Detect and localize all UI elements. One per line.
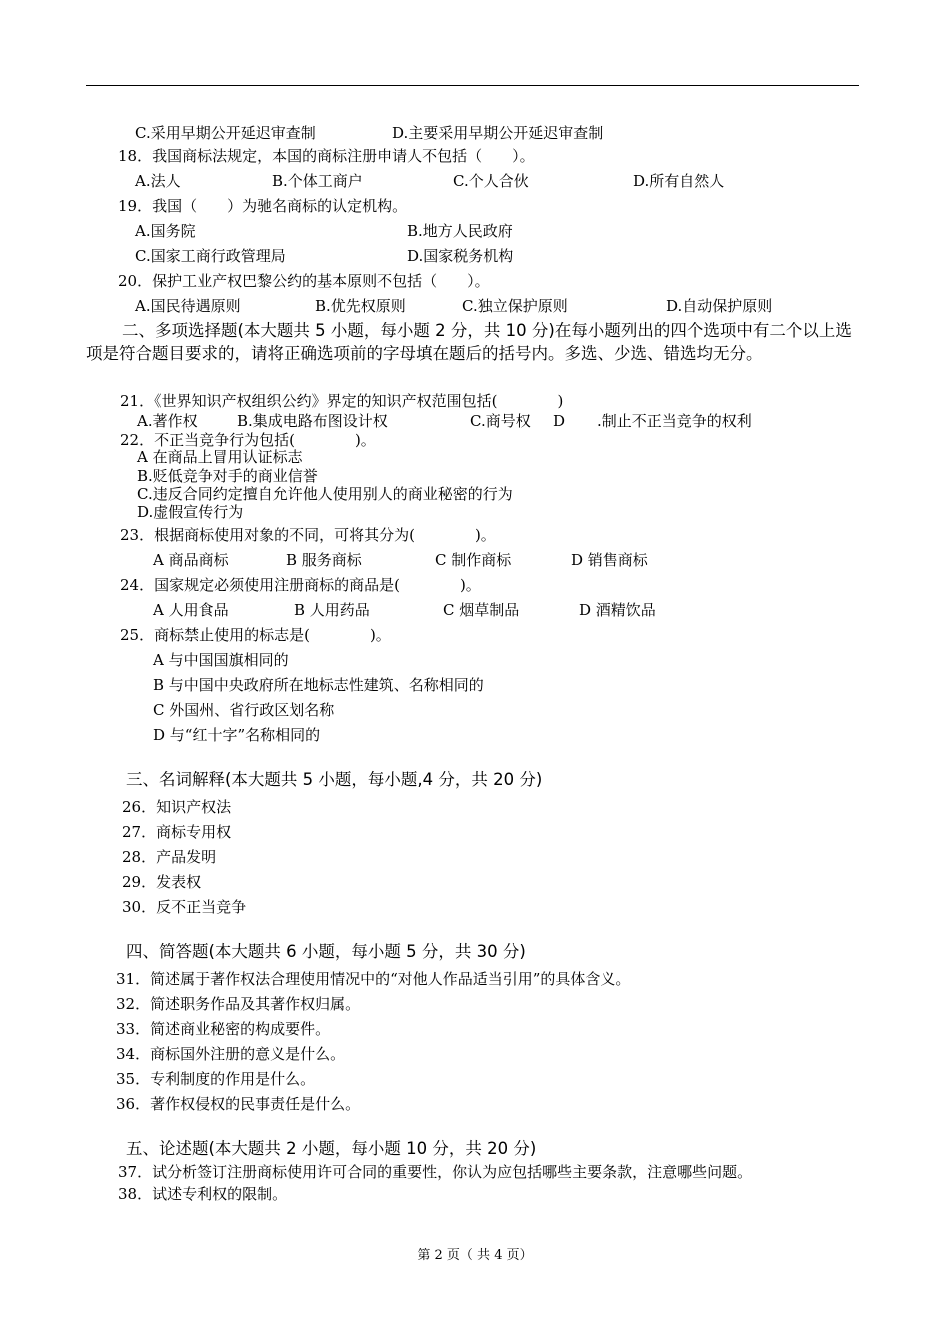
q20-stem: 20．保护工业产权巴黎公约的基本原则不包括（ ）。 (118, 272, 490, 290)
q22-option-c: C.违反合同约定擅自允许他人使用别人的商业秘密的行为 (137, 485, 513, 503)
q24-stem: 24．国家规定必须使用注册商标的商品是( )。 (120, 576, 481, 594)
q25-option-b: B 与中国中央政府所在地标志性建筑、名称相同的 (153, 676, 484, 694)
q21-stem: 21．《世界知识产权组织公约》界定的知识产权范围包括( ) (120, 392, 564, 410)
q17-option-c: C.采用早期公开延迟审查制 (135, 124, 316, 142)
q21-option-d-letter: D (553, 412, 566, 430)
q18-stem: 18．我国商标法规定，本国的商标注册申请人不包括（ ）。 (118, 147, 535, 165)
q23-option-c: C 制作商标 (435, 551, 512, 569)
short-answer-item: 34．商标国外注册的意义是什么。 (116, 1045, 346, 1063)
term-item: 29．发表权 (122, 873, 202, 891)
q18-option-d: D.所有自然人 (633, 172, 725, 190)
q19-option-b: B.地方人民政府 (407, 222, 513, 240)
q21-option-c: C.商号权 (470, 412, 531, 430)
q24-option-c: C 烟草制品 (443, 601, 520, 619)
q20-option-a: A.国民待遇原则 (135, 297, 241, 315)
q23-option-d: D 销售商标 (571, 551, 648, 569)
q25-option-a: A 与中国国旗相同的 (153, 651, 289, 669)
short-answer-item: 36．著作权侵权的民事责任是什么。 (116, 1095, 361, 1113)
section-2-heading: 二、多项选择题(本大题共 5 小题，每小题 2 分，共 10 分)在每小题列出的四个选项中有二个以上选项是符合题目要求的，请将正确选项前的字母填在题后的括号内。多选、少选、错选均无分。 (86, 321, 852, 363)
q22-option-b: B.贬低竞争对手的商业信誉 (137, 467, 318, 485)
section-4-heading: 四、简答题(本大题共 6 小题，每小题 5 分，共 30 分) (126, 942, 526, 961)
q24-option-b: B 人用药品 (294, 601, 370, 619)
term-item: 28．产品发明 (122, 848, 217, 866)
term-item: 30．反不正当竞争 (122, 898, 247, 916)
header-rule (86, 85, 859, 86)
q21-option-b: B.集成电路布图设计权 (237, 412, 388, 430)
q19-option-a: A.国务院 (135, 222, 196, 240)
q22-option-a: A 在商品上冒用认证标志 (137, 448, 303, 466)
q19-stem: 19．我国（ ）为驰名商标的认定机构。 (118, 197, 408, 215)
q20-option-b: B.优先权原则 (315, 297, 406, 315)
q19-option-c: C.国家工商行政管理局 (135, 247, 286, 265)
q21-option-a: A.著作权 (137, 412, 198, 430)
term-item: 27．商标专用权 (122, 823, 232, 841)
q18-option-c: C.个人合伙 (453, 172, 529, 190)
q18-option-a: A.法人 (135, 172, 181, 190)
section-5-heading: 五、论述题(本大题共 2 小题，每小题 10 分，共 20 分) (126, 1139, 537, 1158)
q25-option-c: C 外国州、省行政区划名称 (153, 701, 335, 719)
q21-option-d-text: .制止不正当竞争的权利 (597, 412, 752, 430)
q20-option-d: D.自动保护原则 (666, 297, 773, 315)
essay-item: 38．试述专利权的限制。 (118, 1185, 288, 1203)
short-answer-item: 35．专利制度的作用是什么。 (116, 1070, 316, 1088)
q22-stem: 22．不正当竞争行为包括( )。 (120, 431, 376, 449)
short-answer-item: 32．简述职务作品及其著作权归属。 (116, 995, 361, 1013)
q17-option-d: D.主要采用早期公开延迟审查制 (392, 124, 604, 142)
q24-option-d: D 酒精饮品 (579, 601, 656, 619)
q25-option-d: D 与“红十字”名称相同的 (153, 726, 321, 744)
q24-option-a: A 人用食品 (153, 601, 229, 619)
q23-option-b: B 服务商标 (286, 551, 362, 569)
short-answer-item: 31．简述属于著作权法合理使用情况中的“对他人作品适当引用”的具体含义。 (116, 970, 631, 988)
essay-item: 37．试分析签订注册商标使用许可合同的重要性，你认为应包括哪些主要条款，注意哪些问题。 (118, 1163, 753, 1181)
q25-stem: 25．商标禁止使用的标志是( )。 (120, 626, 391, 644)
q19-option-d: D.国家税务机构 (407, 247, 514, 265)
q22-option-d: D.虚假宣传行为 (137, 503, 244, 521)
q20-option-c: C.独立保护原则 (462, 297, 568, 315)
q23-stem: 23．根据商标使用对象的不同，可将其分为( )。 (120, 526, 496, 544)
q23-option-a: A 商品商标 (153, 551, 229, 569)
short-answer-item: 33．简述商业秘密的构成要件。 (116, 1020, 331, 1038)
q18-option-b: B.个体工商户 (272, 172, 363, 190)
page-footer: 第 2 页（ 共 4 页） (417, 1248, 533, 1263)
term-item: 26．知识产权法 (122, 798, 232, 816)
section-3-heading: 三、名词解释(本大题共 5 小题，每小题,4 分，共 20 分) (126, 770, 543, 789)
